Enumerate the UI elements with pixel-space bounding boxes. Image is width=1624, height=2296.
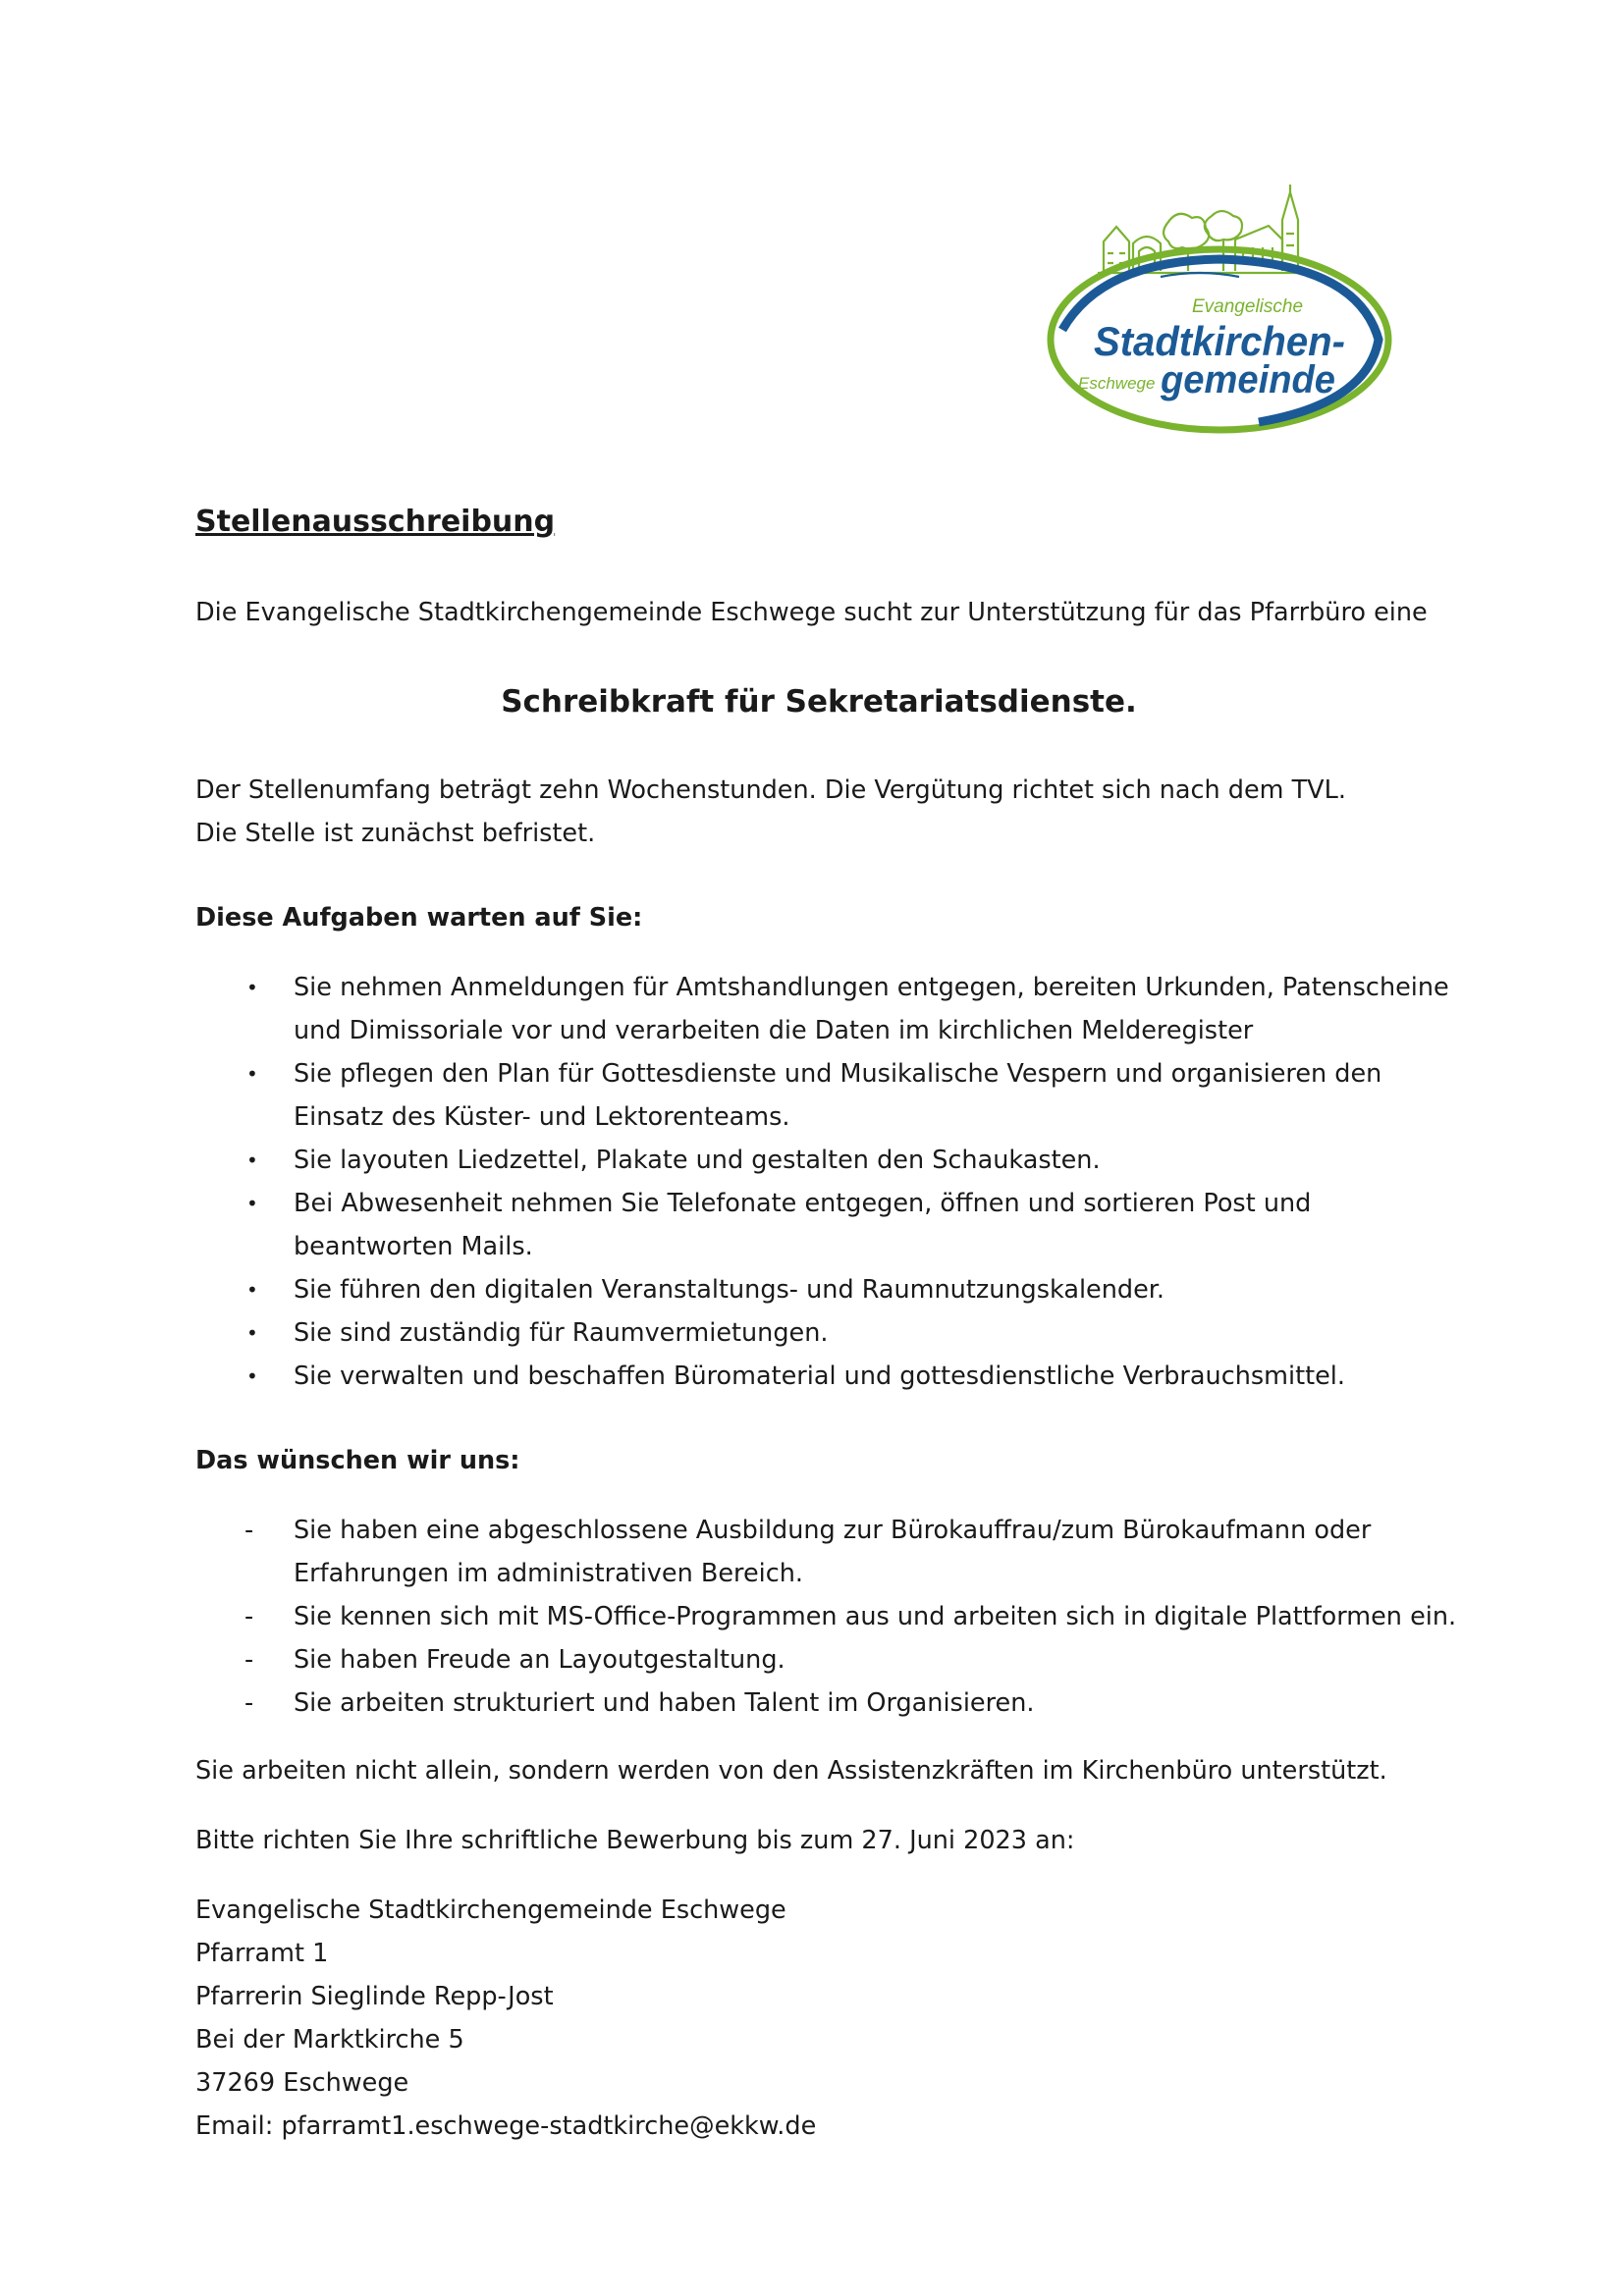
- list-item-text: Sie layouten Liedzettel, Plakate und gestalten den Schaukasten.: [294, 1146, 1101, 1175]
- address-person: Pfarrerin Sieglinde Repp-Jost: [195, 1982, 554, 2011]
- list-item: [195, 1355, 1472, 1398]
- list-item: [195, 1682, 1472, 1725]
- list-item-text: Sie arbeiten strukturiert und haben Talent im Organisieren.: [294, 1688, 1035, 1718]
- bullet-icon: •: [246, 976, 258, 999]
- list-item-text: Sie haben eine abgeschlossene Ausbildung zur Bürokauffrau/zum Bürokaufmann oder Erfahrungen im administrativen Bereich.: [294, 1516, 1372, 1588]
- address-city: 37269 Eschwege: [195, 2068, 409, 2098]
- logo-text-line3b: gemeinde: [1160, 358, 1335, 401]
- dash-icon: -: [244, 1645, 254, 1675]
- document-content: [195, 501, 1472, 2148]
- dash-icon: -: [244, 1688, 254, 1718]
- bullet-icon: •: [246, 1062, 258, 1086]
- intro-text: Die Evangelische Stadtkirchengemeinde Eschwege sucht zur Unterstützung für das Pfarrbüro eine: [195, 598, 1428, 627]
- list-item: [195, 1509, 1472, 1595]
- scope-line-2: Die Stelle ist zunächst befristet.: [195, 819, 596, 848]
- tasks-section-title: Diese Aufgaben warten auf Sie:: [195, 903, 643, 933]
- list-item-text: Sie kennen sich mit MS-Office-Programmen aus und arbeiten sich in digitale Plattformen ein.: [294, 1602, 1457, 1631]
- logo-text-line2: Stadtkirchen-: [1094, 318, 1345, 364]
- address-email: Email: pfarramt1.eschwege-stadtkirche@ekkw.de: [195, 2111, 817, 2141]
- tasks-list: [195, 966, 1472, 1398]
- list-item: [195, 1311, 1472, 1355]
- list-item: [195, 1182, 1472, 1268]
- list-item-text: Sie haben Freude an Layoutgestaltung.: [294, 1645, 785, 1675]
- bullet-icon: •: [246, 1321, 258, 1345]
- support-text: Sie arbeiten nicht allein, sondern werden von den Assistenzkräften im Kirchenbüro unterstützt.: [195, 1756, 1387, 1786]
- list-item-text: Sie pflegen den Plan für Gottesdienste und Musikalische Vespern und organisieren den Einsatz des Küster- und Lektorenteams.: [294, 1059, 1382, 1132]
- bullet-icon: •: [246, 1364, 258, 1388]
- bullet-icon: •: [246, 1192, 258, 1215]
- address-office: Pfarramt 1: [195, 1939, 329, 1968]
- bullet-icon: •: [246, 1148, 258, 1172]
- wishes-section-title: Das wünschen wir uns:: [195, 1446, 520, 1475]
- list-item: [195, 1638, 1472, 1682]
- church-logo: [1043, 183, 1396, 434]
- list-item-text: Sie sind zuständig für Raumvermietungen.: [294, 1318, 829, 1348]
- contact-address: [195, 1889, 1472, 2148]
- list-item-text: Bei Abwesenheit nehmen Sie Telefonate entgegen, öffnen und sortieren Post und beantworten Mails.: [294, 1189, 1312, 1261]
- scope-line-1: Der Stellenumfang beträgt zehn Wochenstunden. Die Vergütung richtet sich nach dem TVL.: [195, 775, 1346, 805]
- job-title: Schreibkraft für Sekretariatsdienste.: [501, 684, 1137, 720]
- logo-text-line1: Evangelische: [1192, 296, 1304, 317]
- application-text: Bitte richten Sie Ihre schriftliche Bewerbung bis zum 27. Juni 2023 an:: [195, 1826, 1075, 1855]
- logo-text-line3a: Eschwege: [1078, 374, 1156, 393]
- bullet-icon: •: [246, 1278, 258, 1302]
- list-item: [195, 1268, 1472, 1311]
- address-street: Bei der Marktkirche 5: [195, 2025, 464, 2055]
- list-item-text: Sie nehmen Anmeldungen für Amtshandlungen entgegen, bereiten Urkunden, Patenscheine und Dimissoriale vor und verarbeiten die Daten im kirchlichen Melderegister: [294, 973, 1449, 1045]
- dash-icon: -: [244, 1516, 254, 1545]
- list-item-text: Sie verwalten und beschaffen Büromaterial und gottesdienstliche Verbrauchsmittel.: [294, 1362, 1345, 1391]
- list-item: [195, 1595, 1472, 1638]
- list-item: [195, 966, 1472, 1052]
- list-item-text: Sie führen den digitalen Veranstaltungs- und Raumnutzungskalender.: [294, 1275, 1165, 1305]
- list-item: [195, 1052, 1472, 1139]
- church-logo-graphic: [1043, 183, 1396, 434]
- list-item: [195, 1139, 1472, 1182]
- wishes-list: [195, 1509, 1472, 1725]
- page-heading: Stellenausschreibung: [195, 505, 556, 539]
- dash-icon: -: [244, 1602, 254, 1631]
- address-org: Evangelische Stadtkirchengemeinde Eschwege: [195, 1896, 786, 1925]
